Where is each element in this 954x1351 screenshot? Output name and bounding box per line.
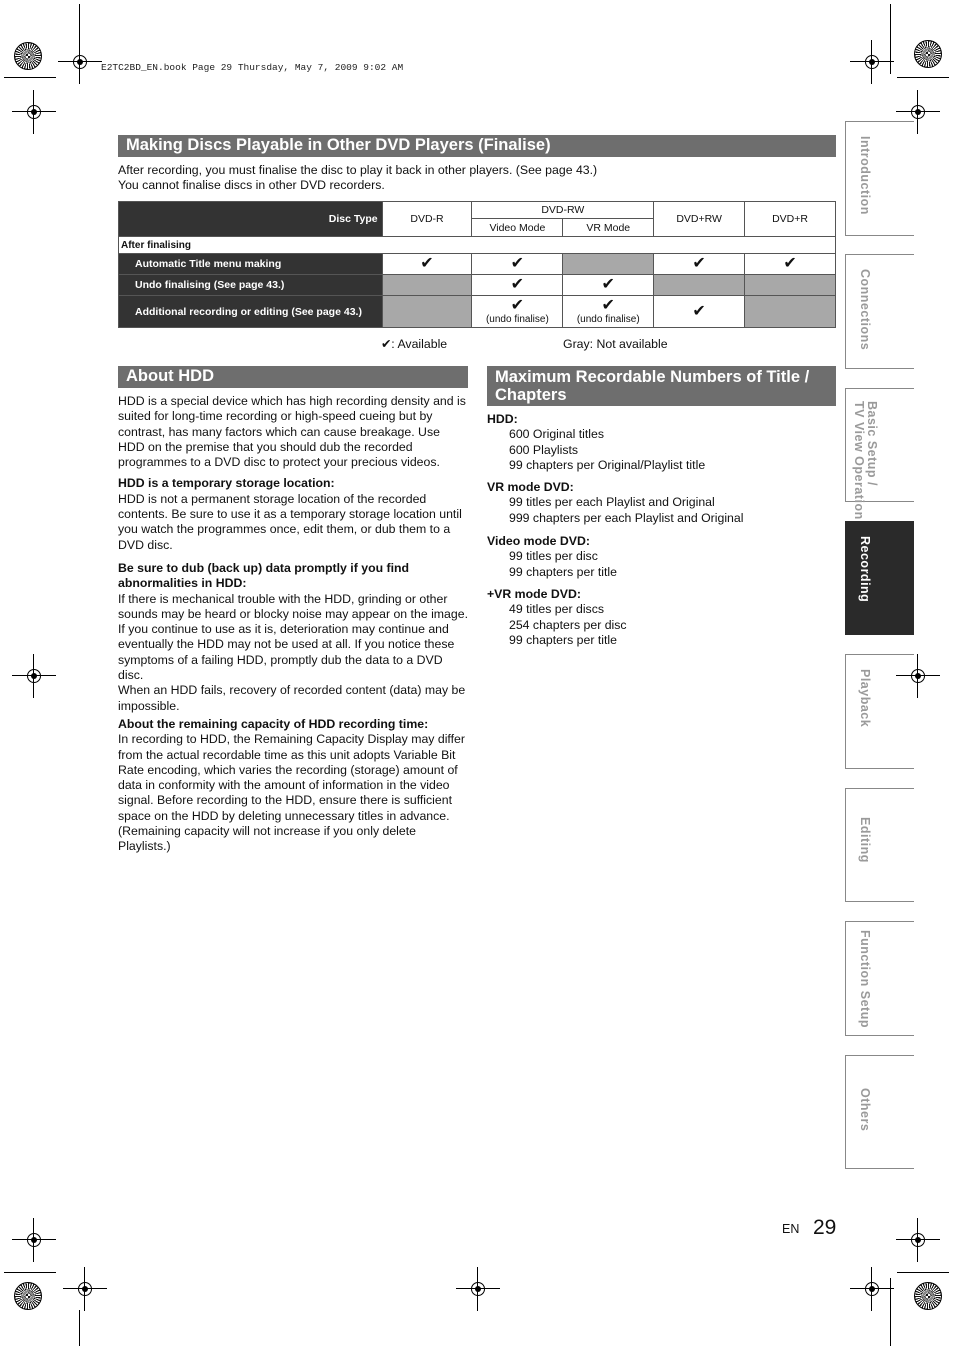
max-group-line: 99 chapters per title [509,632,618,647]
about-hdd-para: HDD is a special device which has high recording density and is suited for long-time recording or high-speed cueing but by contrast, has many factors which can cause breakage. Use HDD on the premise that you should dub the recorded programmes to a DVD disc to protect your precious videos. [118,394,466,470]
col-dvd-rw: DVD-RW [472,202,654,219]
finalise-intro [118,163,836,194]
check-mark-icon: ✔ [420,255,434,272]
max-group-line: 99 titles per disc [509,549,598,564]
col-dvd-r: DVD-R [382,202,472,237]
max-group-hdd [487,412,836,473]
book-header: E2TC2BD_EN.book Page 29 Thursday, May 7, 2009 9:02 AM [101,62,404,73]
not-available-cell [382,275,472,296]
about-hdd-para: HDD is not a permanent storage location of the recorded contents. Be sure to use it as a temporary storage location until you watch the programmes once, edit them, or dub them to a DVD disc. [118,491,462,552]
legend-available: ✔: Available [381,337,448,351]
row-undo-finalising-label: Undo finalising (See page 43.) [119,275,383,296]
about-hdd-para: When an HDD fails, recovery of recorded content (data) may be impossible. [118,683,466,713]
registration-disk-icon [14,42,42,70]
col-vr-mode: VR Mode [563,219,654,237]
check-mark-icon: ✔ [692,302,706,320]
side-tab-label: Editing [858,817,872,863]
check-mark-icon: ✔ [601,276,615,293]
max-group-line: 999 chapters per each Playlist and Original [509,510,744,525]
finalise-intro-line1: After recording, you must finalise the disc to play it back in other players. (See page 43.) [118,163,598,177]
max-group-line: 99 chapters per title [509,564,618,579]
not-available-cell [382,296,472,328]
crosshair-mark-icon [12,1218,56,1262]
crosshair-mark-icon [850,1267,894,1311]
side-tab-introduction[interactable] [845,121,914,236]
side-tab-label: Recording [858,536,872,603]
max-group-heading: HDD: [487,412,518,426]
col-video-mode: Video Mode [472,219,563,237]
legend-gray: Gray: Not available [563,337,668,351]
disc-type-header: Disc Type [119,202,383,237]
check-mark-icon: ✔ [601,297,615,314]
page-number: 29 [813,1216,837,1239]
row-additional-recording-label: Additional recording or editing (See page 43.) [119,296,383,328]
side-tab-label: Connections [858,269,872,351]
side-tab-recording[interactable] [845,521,914,635]
max-group-heading: Video mode DVD: [487,534,590,549]
side-tab-others[interactable] [845,1055,914,1169]
max-group-line: 600 Original titles [509,427,605,442]
crosshair-mark-icon [12,90,56,134]
col-dvd-plus-r: DVD+R [745,202,836,237]
language-code: EN [782,1222,800,1236]
side-tab-connections[interactable] [845,254,914,369]
row-title-menu-label: Automatic Title menu making [119,254,383,275]
check-mark-icon: ✔ [510,255,525,272]
max-group-line: 254 chapters per disc [509,617,627,632]
max-group-line: 49 titles per discs [509,602,605,617]
check-mark-icon: ✔ [510,297,525,314]
check-mark-icon: ✔ [692,255,706,272]
crosshair-mark-icon [63,1267,107,1311]
about-hdd-subheading: HDD is a temporary storage location: [118,476,335,491]
crosshair-mark-icon [456,1267,500,1311]
finalise-section-title: Making Discs Playable in Other DVD Players (Finalise) [118,135,836,157]
registration-disk-icon [14,1282,42,1310]
side-tab-function-setup[interactable] [845,921,914,1036]
about-hdd-para: If there is mechanical trouble with the HDD, grinding or other sounds may be heard or blocky noise may appear on the image. If you continue to use as it is, deterioration may continue and eventually the HDD may not be used at all. If you notice these symptoms of a failing HDD, promptly dub the data to a DVD disc. [118,591,468,683]
about-hdd-para: In recording to HDD, the Remaining Capacity Display may differ from the actual recordable time as this unit adopts Variable Bit Rate encoding, which varies the recording (storage) amount of data in conformity with the amount of information in the video signal. Before recording to the HDD, ensure there is sufficient space on the HDD by deleting unnecessary titles in advance. (Remaining capacity will not increase if you only delete Playlists.) [118,732,465,854]
side-tab-playback[interactable] [845,654,914,769]
crosshair-mark-icon [850,40,894,84]
undo-finalise-note: (undo finalise) [576,314,640,325]
max-group-heading: +VR mode DVD: [487,586,581,601]
about-hdd-title: About HDD [118,366,468,388]
about-hdd-subheading: About the remaining capacity of HDD recording time: [118,716,429,731]
not-available-cell [563,254,654,275]
side-tab-label: Function Setup [858,930,872,1028]
check-mark-icon: ✔ [783,255,797,272]
not-available-cell [654,275,745,296]
registration-disk-icon [914,1282,942,1310]
max-group-line: 600 Playlists [509,442,579,457]
max-group-line: 99 chapters per Original/Playlist title [509,457,706,472]
after-finalising-label: After finalising [119,237,836,254]
check-mark-icon: ✔ [510,276,525,293]
side-tab-label: Others [858,1088,872,1132]
max-group-plus-vr-dvd [487,587,836,648]
side-tab-label: Playback [858,669,872,728]
about-hdd-subheading: Be sure to dub (back up) data promptly if you find abnormalities in HDD: [118,560,410,591]
side-tab-editing[interactable] [845,788,914,902]
max-group-heading: VR mode DVD: [487,480,574,495]
registration-disk-icon [914,40,942,68]
undo-finalise-note: (undo finalise) [485,314,549,325]
finalise-intro-line2: You cannot finalise discs in other DVD recorders. [118,178,385,193]
crosshair-mark-icon [896,1218,940,1262]
not-available-cell [745,296,836,328]
max-group-line: 99 titles per each Playlist and Original [509,495,715,510]
max-group-video-dvd [487,534,836,580]
about-hdd-body [118,394,468,855]
max-numbers-title: Maximum Recordable Numbers of Title / Chapters [487,366,836,406]
crosshair-mark-icon [12,654,56,698]
finalise-table [118,201,836,328]
crosshair-mark-icon [58,40,102,84]
not-available-cell [745,275,836,296]
max-numbers-list [487,412,836,648]
side-tab-label: Basic Setup / TV View Operation [852,401,879,520]
col-dvd-plus-rw: DVD+RW [654,202,745,237]
side-tab-basic-setup[interactable] [845,388,914,520]
max-group-vr-dvd [487,480,836,526]
side-tab-label: Introduction [858,136,872,215]
